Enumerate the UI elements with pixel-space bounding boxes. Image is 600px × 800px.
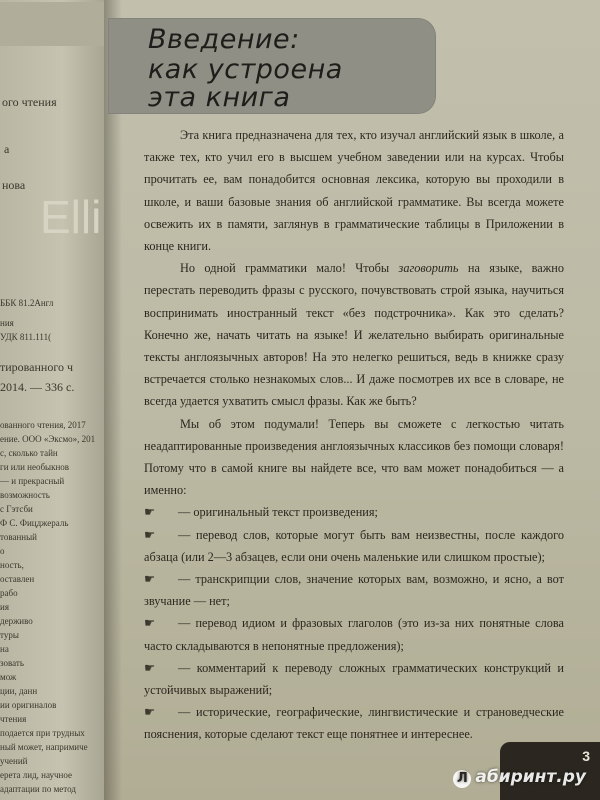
chapter-title-line-3: эта книга (148, 82, 291, 113)
left-page-fragment: — и прекрасный (0, 476, 65, 486)
page-number: 3 (582, 748, 590, 764)
paragraph-2-start: Но одной грамматики мало! Чтобы (180, 261, 399, 276)
list-item (144, 701, 564, 745)
left-page-fragment: адаптации по метод (0, 784, 76, 794)
left-page-fragment: ный может, напримиче (0, 742, 88, 752)
left-page-fragment: УДК 811.111( (0, 332, 52, 342)
pointing-hand-icon: ☛ (144, 705, 156, 720)
left-page-fragment: ого чтения (2, 95, 57, 109)
pointing-hand-icon: ☛ (144, 527, 156, 542)
left-page-fragment: на (0, 644, 9, 654)
list-item (144, 524, 564, 568)
left-page-fragment: ия (0, 602, 9, 612)
emphasized-word: заговорить (398, 261, 459, 276)
left-page-fragment: мож (0, 672, 17, 682)
left-page-fragment: ния (0, 318, 14, 328)
chapter-title-line-2: как устроена (148, 54, 343, 85)
left-page-fragment: Ф С. Фицджераль (0, 518, 69, 528)
left-page-fragment: с Гэтсби (0, 504, 33, 514)
book-page (104, 0, 600, 800)
pointing-hand-icon: ☛ (144, 616, 156, 631)
left-page-fragment: ение. ООО «Эксмо», 201 (0, 434, 96, 444)
left-page-fragment: ги или необыкнов (0, 462, 70, 472)
left-page-fragment: тированного ч (0, 360, 74, 374)
list-item-text: — исторические, географические, лингвистические и страноведческие пояснения, которые сделают текст еще понятнее и интереснее. (144, 705, 564, 742)
left-page-fragment: 2014. — 336 с. (0, 380, 75, 394)
list-item-text: — оригинальный текст произведения; (178, 505, 378, 520)
body-text (144, 124, 564, 746)
left-page-fragment: ерета лид, научное (0, 770, 72, 780)
list-item-text: — транскрипции слов, значение которых вам, возможно, и ясно, а вот звучание — нет; (144, 572, 564, 609)
list-item-text: — перевод слов, которые могут быть вам неизвестны, после каждого абзаца (или 2—3 абзацев, если они очень маленькие или слишком простые); (144, 527, 564, 564)
left-page-fragment: рабо (0, 588, 18, 598)
left-page-fragment: подается при трудных (0, 728, 85, 738)
left-page-fragment: ность, (0, 560, 24, 570)
left-page-fragment: оставлен (0, 574, 35, 584)
left-page-fragment: ции, данн (0, 686, 38, 696)
list-item-text: — перевод идиом и фразовых глаголов (это из-за них понятные слова часто складываются в непонятные предложения); (144, 616, 564, 653)
left-page-shade (0, 2, 104, 46)
left-page-fragment: тованный (0, 532, 37, 542)
left-page-fragment: зовать (0, 658, 24, 668)
left-page-fragment: нова (2, 178, 26, 192)
paragraph-2-end: на языке, важно перестать переводить фразы с русского, почувствовать строй языка, научиться воспринимать иностранный текст «без подстрочника». Как это сделать? Конечно же, начать читать на языке! И желательно выбирать оригинальные тексты англоязычных авторов! На это нелегко решиться, ведь в книжке сразу встречается столько незнакомых слов... И даже посмотрев их все в словаре, не всегда удается ухватить смысл фразы. Как же быть? (144, 261, 564, 409)
list-item (144, 612, 564, 656)
paragraph-1: Эта книга предназначена для тех, кто изучал английский язык в школе, а также тех, кто учил его в высшем учебном заведении или на курсах. Чтобы прочитать ее, вам понадобится основная лексика, которую вы проходили в школе, и ваши базовые знания об английской грамматике. Вы всегда можете освежить их в памяти, заглянув в грамматические таблицы в Приложении в конце книги. (144, 128, 564, 254)
left-page-fragment: ованного чтения, 2017 (0, 420, 86, 430)
left-page-fragment: чтения (0, 714, 27, 724)
list-item (144, 657, 564, 701)
chapter-title-line-1: Введение: (148, 24, 300, 55)
previous-page-edge (0, 0, 104, 800)
pointing-hand-icon: ☛ (144, 572, 156, 587)
watermark-text: абиринт.ру (475, 767, 586, 787)
left-page-fragment: ии оригиналов (0, 700, 57, 710)
left-page-fragment: учений (0, 756, 28, 766)
labirint-logo-icon: Л (453, 770, 471, 788)
left-page-fragment: туры (0, 630, 19, 640)
list-item (144, 568, 564, 612)
left-page-fragment: возможность (0, 490, 50, 500)
labirint-watermark (453, 767, 586, 788)
left-page-fragment: держиво (0, 616, 33, 626)
list-item (144, 501, 564, 523)
left-page-fragment: а (4, 142, 10, 156)
left-page-fragment: о (0, 546, 5, 556)
list-item-text: — комментарий к переводу сложных грамматических конструкций и устойчивых выражений; (144, 660, 564, 698)
left-page-fragment: с, сколько тайн (0, 448, 58, 458)
pointing-hand-icon: ☛ (144, 660, 156, 675)
paragraph-2 (144, 257, 564, 412)
left-page-fragment: Elli (40, 191, 102, 243)
left-page-fragment: ББК 81.2Англ (0, 298, 54, 308)
chapter-heading-box (108, 18, 436, 114)
paragraph-3: Мы об этом подумали! Теперь вы сможете с легкостью читать неадаптированные произведения англоязычных классиков без помощи словаря! Потому что в самой книге вы найдете все, что вам может понадобиться — а именно: (144, 416, 564, 498)
pointing-hand-icon: ☛ (144, 505, 156, 520)
